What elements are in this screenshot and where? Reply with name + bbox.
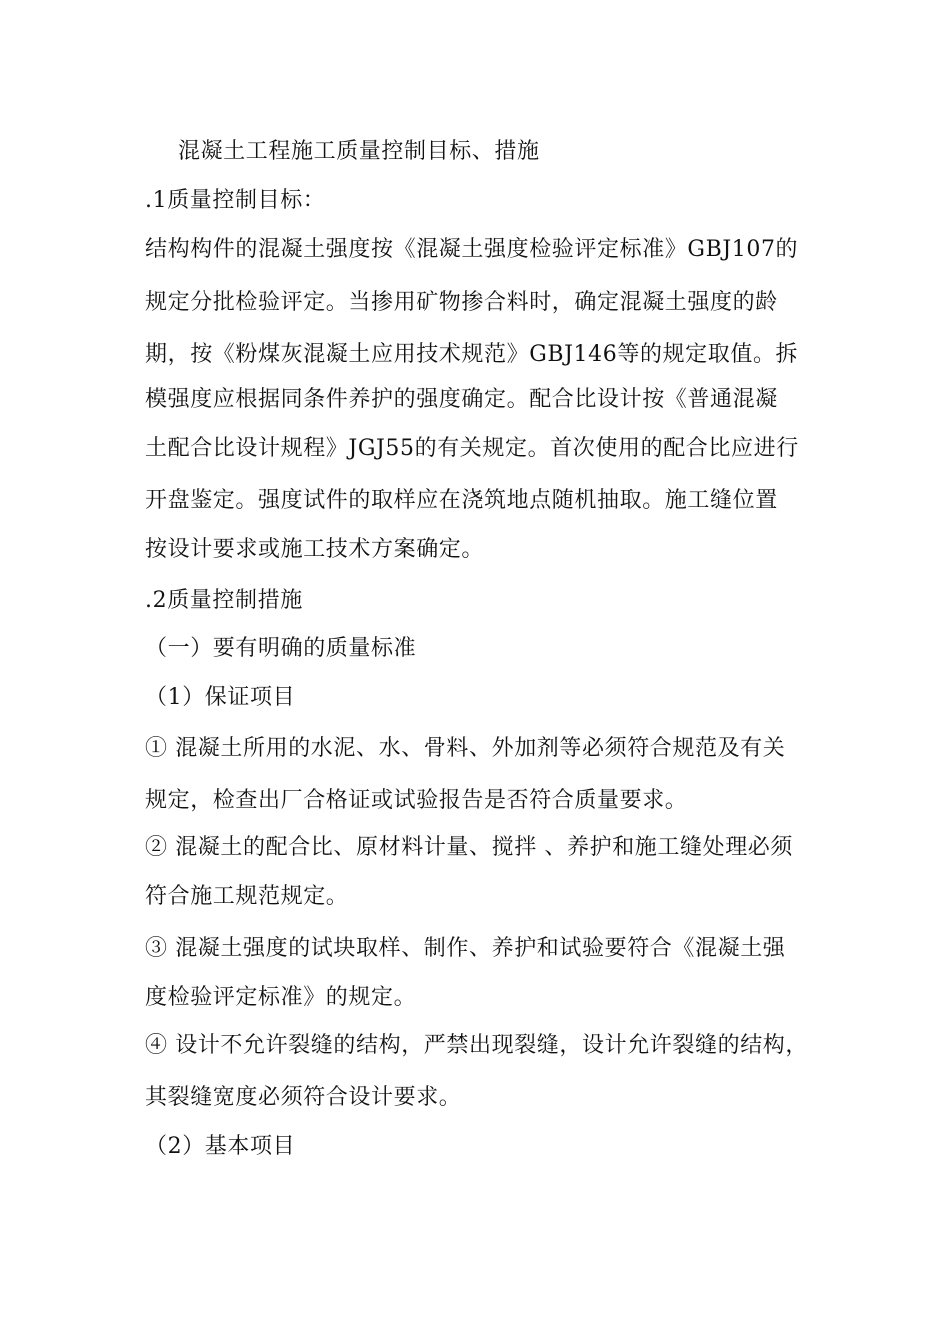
guarantee-item-3-line-2: 度检验评定标准》的规定。 — [145, 985, 417, 1010]
section-1-body-line-7: 按设计要求或施工技术方案确定。 — [145, 537, 485, 562]
document-title: 混凝土工程施工质量控制目标、措施 — [178, 139, 540, 164]
guarantee-item-2-line-2: 符合施工规范规定。 — [145, 884, 349, 909]
guarantee-item-4-line-2: 其裂缝宽度必须符合设计要求。 — [145, 1085, 462, 1110]
section-2-heading: .2质量控制措施 — [145, 588, 303, 613]
subsection-1-heading: （一）要有明确的质量标准 — [145, 636, 417, 661]
section-1-body-line-6: 开盘鉴定。强度试件的取样应在浇筑地点随机抽取。施工缝位置 — [145, 488, 778, 513]
section-1-body-line-4: 模强度应根据同条件养护的强度确定。配合比设计按《普通混凝 — [145, 387, 778, 412]
section-1-body-line-3: 期，按《粉煤灰混凝土应用技术规范》GBJ146等的规定取值。拆 — [145, 342, 799, 367]
guarantee-items-heading: （1）保证项目 — [145, 685, 296, 710]
section-1-body-line-2: 规定分批检验评定。当掺用矿物掺合料时，确定混凝土强度的龄 — [145, 290, 778, 315]
section-1-body-line-5: 土配合比设计规程》JGJ55的有关规定。首次使用的配合比应进行 — [145, 436, 799, 461]
guarantee-item-4-line-1: ④ 设计不允许裂缝的结构，严禁出现裂缝，设计允许裂缝的结构， — [145, 1033, 808, 1058]
guarantee-item-2-line-1: ② 混凝土的配合比、原材料计量、搅拌 、养护和施工缝处理必须 — [145, 835, 793, 860]
guarantee-item-1-line-2: 规定，检查出厂合格证或试验报告是否符合质量要求。 — [145, 788, 688, 813]
basic-items-heading: （2）基本项目 — [145, 1134, 296, 1159]
section-1-heading: .1质量控制目标： — [145, 188, 326, 213]
guarantee-item-3-line-1: ③ 混凝土强度的试块取样、制作、养护和试验要符合《混凝土强 — [145, 936, 786, 961]
guarantee-item-1-line-1: ① 混凝土所用的水泥、水、骨料、外加剂等必须符合规范及有关 — [145, 736, 786, 761]
section-1-body-line-1: 结构构件的混凝土强度按《混凝土强度检验评定标准》GBJ107的 — [145, 237, 799, 262]
